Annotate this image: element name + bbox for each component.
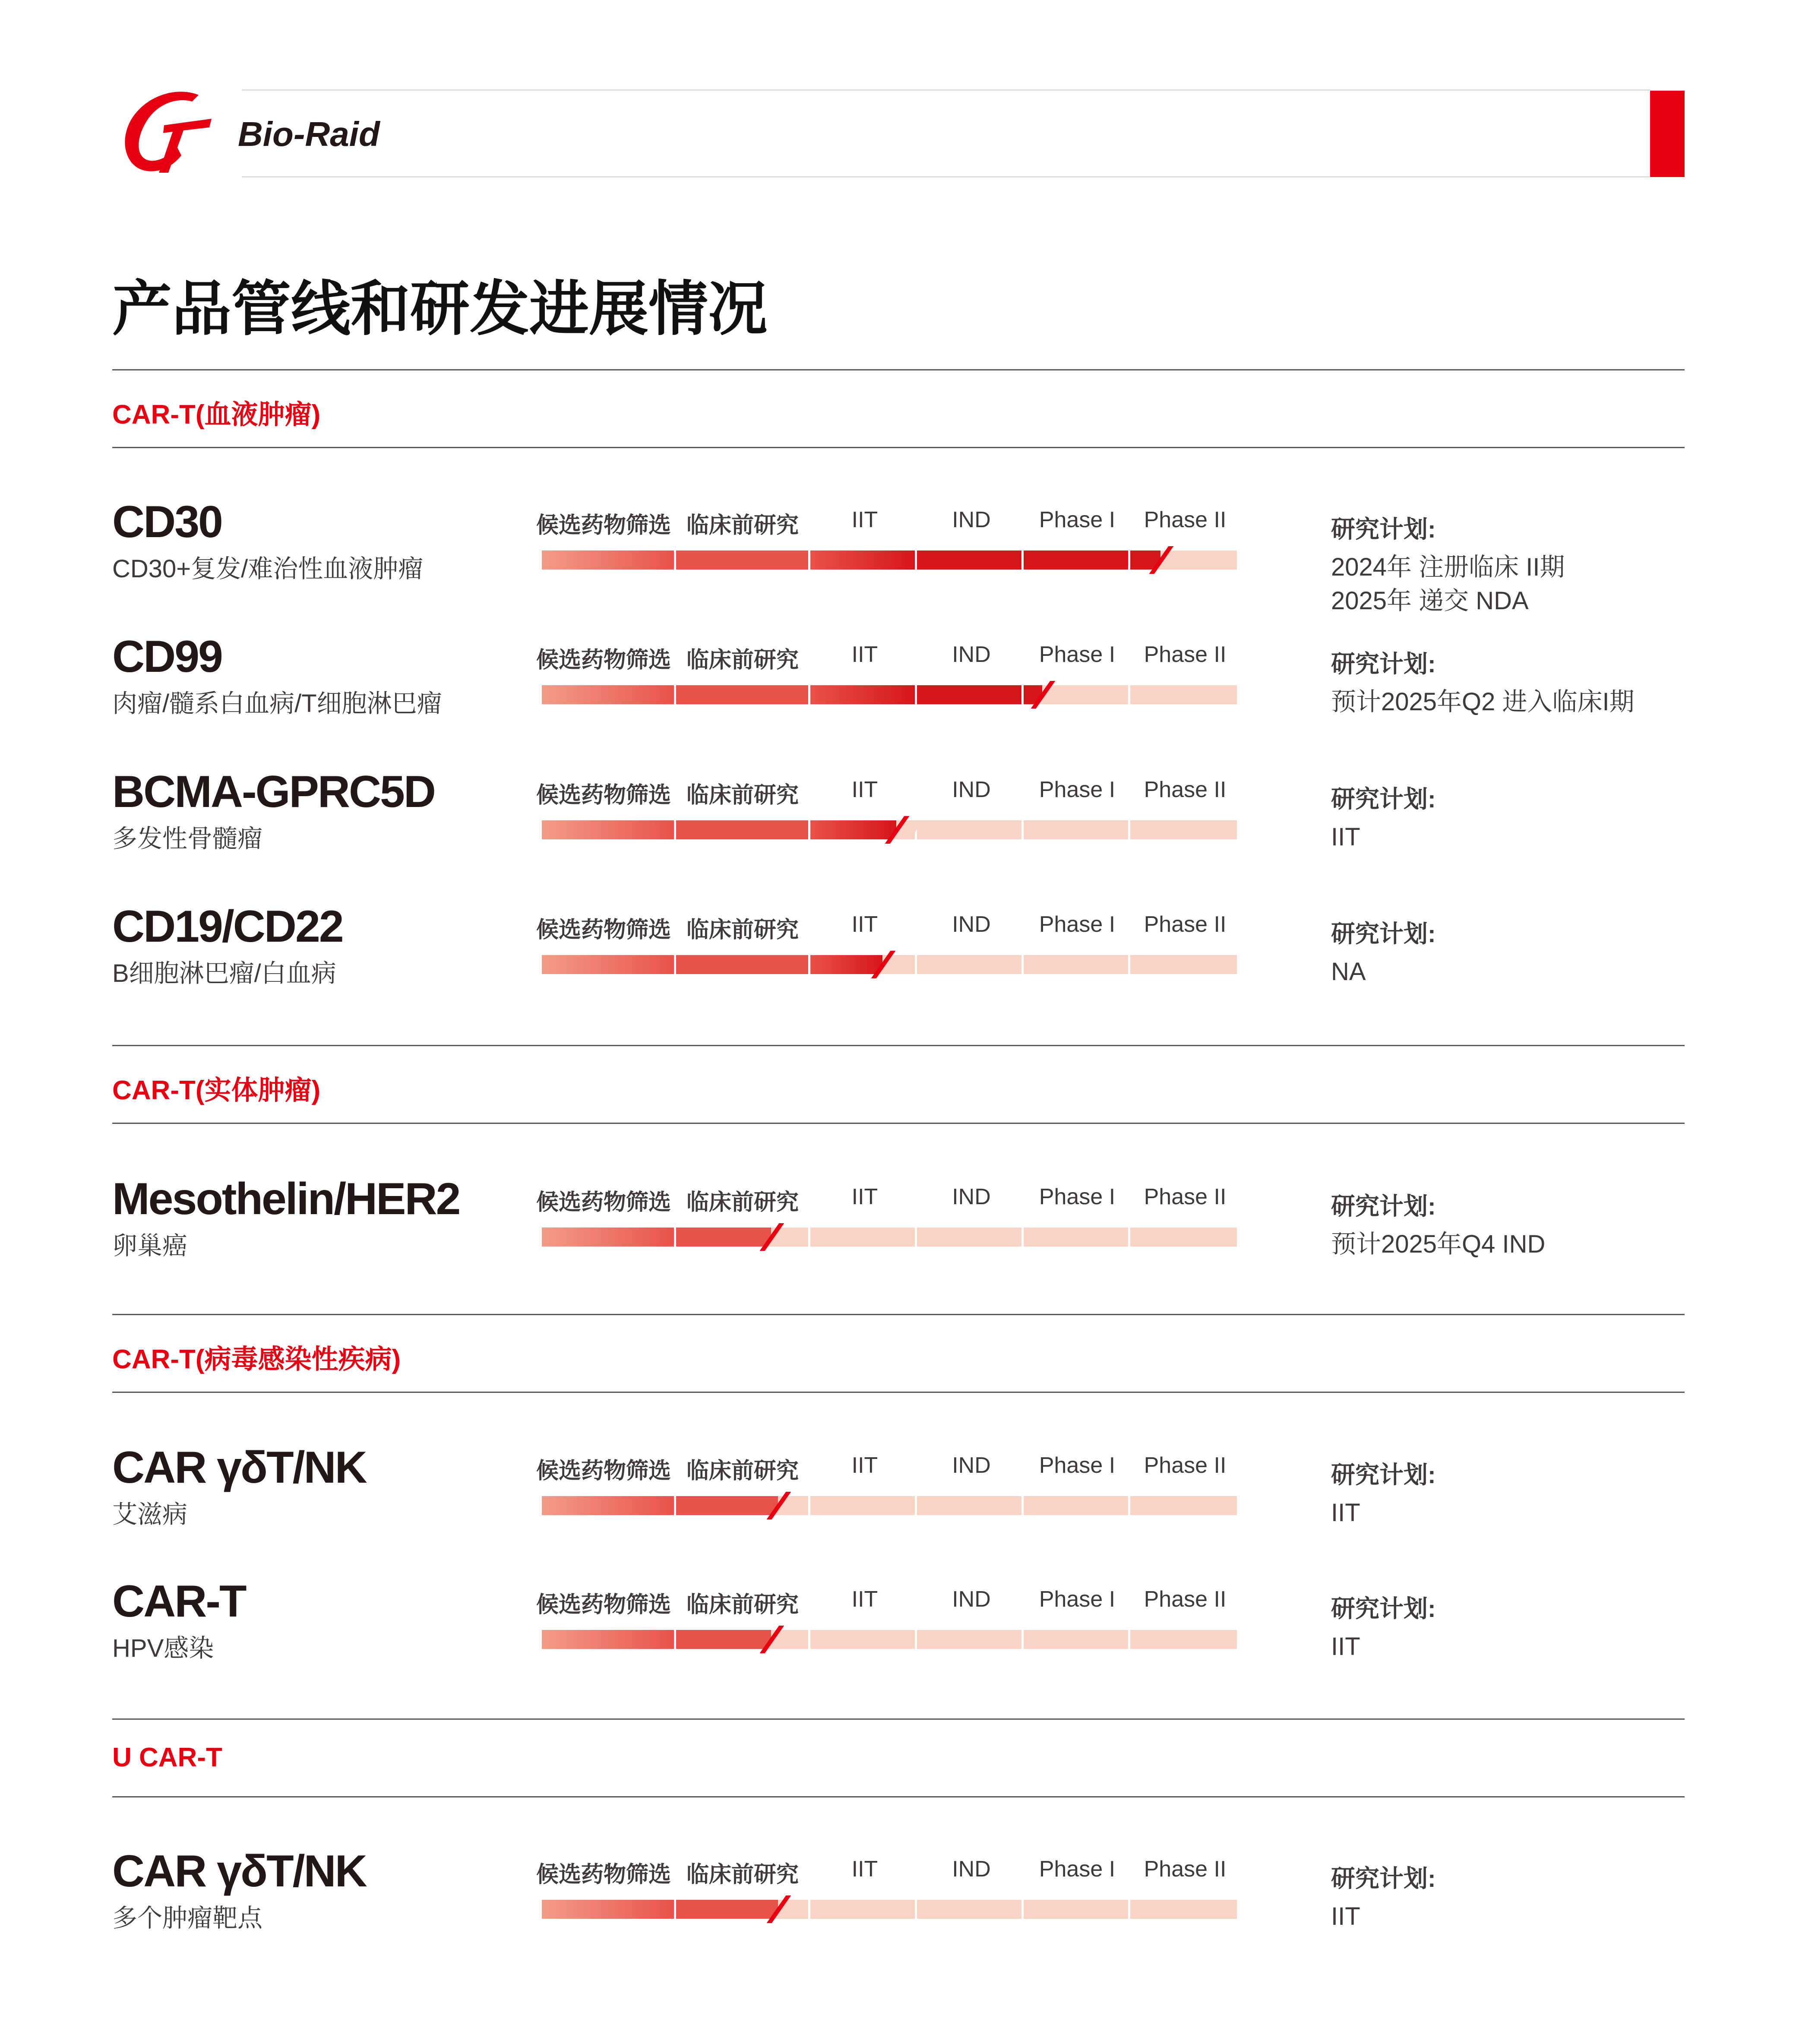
stage-label: IND: [952, 507, 991, 532]
stage-label: 候选药物筛选: [536, 648, 671, 673]
progress-segment-fill: [676, 955, 808, 974]
progress-segment-bg: [1024, 955, 1128, 974]
stage-label: 候选药物筛选: [536, 918, 671, 943]
header-rule-bottom: [242, 176, 1650, 177]
product-indication: 肉瘤/髓系白血病/T细胞淋巴瘤: [112, 690, 442, 718]
progress-segment-fill: [676, 551, 808, 570]
progress-segment-bg: [810, 1228, 915, 1247]
plan-text: [1331, 1496, 1360, 1530]
progress-segment-fill: [542, 1900, 674, 1919]
progress-segment-fill: [542, 1630, 674, 1649]
header-rule-top: [242, 89, 1650, 91]
product-name: CD19/CD22: [112, 902, 343, 952]
stage-label: IIT: [851, 1453, 878, 1478]
stage-label: IND: [952, 1587, 991, 1612]
progress-segment-bg: [1024, 1630, 1128, 1649]
progress-segment-fill: [676, 1228, 771, 1247]
product-name: CAR-T: [112, 1576, 246, 1626]
progress-segment-bg: [1024, 1228, 1128, 1247]
stage-label: 临床前研究: [686, 1459, 799, 1484]
progress-track: [542, 551, 1237, 570]
progress-segment-bg: [917, 1900, 1021, 1919]
stage-label: Phase II: [1144, 1587, 1227, 1612]
stage-label: IIT: [851, 507, 878, 532]
progress-segment-fill: [542, 820, 674, 839]
stage-label: IND: [952, 642, 991, 667]
stage-label: Phase I: [1039, 1453, 1116, 1478]
progress-track: [542, 1900, 1237, 1919]
stage-label: Phase I: [1039, 1587, 1116, 1612]
section-title: U CAR-T: [112, 1743, 222, 1772]
progress-segment-bg: [1024, 1496, 1128, 1515]
progress-segment-fill: [676, 1496, 778, 1515]
product-indication: HPV感染: [112, 1634, 214, 1662]
product-row: [0, 901, 1799, 1013]
stage-label: Phase I: [1039, 912, 1116, 937]
section-rule-top: [112, 1314, 1685, 1315]
stage-label: 候选药物筛选: [536, 1592, 671, 1617]
progress-track: [542, 1228, 1237, 1247]
progress-segment-fill: [542, 1496, 674, 1515]
plan-label: 研究计划:: [1331, 516, 1436, 543]
product-name: CD30: [112, 497, 222, 547]
product-row: [0, 1846, 1799, 1958]
plan-text: [1331, 685, 1635, 719]
stage-label: IIT: [851, 1857, 878, 1882]
stage-label: 临床前研究: [686, 513, 799, 538]
stage-label: IIT: [851, 642, 878, 667]
plan-line: 预计2025年Q4 IND: [1331, 1230, 1546, 1258]
progress-segment-bg: [1130, 685, 1237, 704]
stage-label: IIT: [851, 1184, 878, 1209]
progress-track: [542, 685, 1237, 704]
stage-label: IND: [952, 1453, 991, 1478]
plan-text: [1331, 551, 1565, 618]
progress-segment-fill: [917, 685, 1021, 704]
product-name: CAR γδT/NK: [112, 1443, 366, 1493]
product-row: [0, 766, 1799, 879]
stage-label: Phase I: [1039, 1857, 1116, 1882]
plan-text: [1331, 1228, 1545, 1261]
brand-name: Bio-Raid: [238, 115, 380, 153]
section-rule-bottom: [112, 1123, 1685, 1124]
progress-segment-bg: [1024, 1900, 1128, 1919]
progress-segment-bg: [810, 1496, 915, 1515]
plan-text: [1331, 820, 1360, 854]
progress-segment-bg: [1130, 1630, 1237, 1649]
progress-segment-bg: [917, 1228, 1021, 1247]
stage-label: IIT: [851, 1587, 878, 1612]
progress-segment-bg: [917, 955, 1021, 974]
progress-segment-bg: [917, 1496, 1021, 1515]
progress-segment-fill: [810, 551, 915, 570]
stage-label: Phase II: [1144, 642, 1227, 667]
plan-label: 研究计划:: [1331, 785, 1436, 813]
stage-label: Phase I: [1039, 777, 1116, 802]
progress-segment-bg: [1130, 1496, 1237, 1515]
stage-label: Phase II: [1144, 1184, 1227, 1209]
product-row: [0, 1442, 1799, 1554]
plan-line: 2025年 递交 NDA: [1331, 587, 1529, 615]
progress-segment-fill: [542, 1228, 674, 1247]
product-indication: 卵巢癌: [112, 1232, 188, 1260]
progress-segment-bg: [810, 1630, 915, 1649]
progress-track: [542, 820, 1237, 839]
stage-label: Phase II: [1144, 912, 1227, 937]
stage-label: 候选药物筛选: [536, 1190, 671, 1215]
section-rule-top: [112, 1045, 1685, 1046]
product-name: CD99: [112, 632, 222, 682]
progress-segment-fill: [810, 955, 882, 974]
progress-segment-fill: [917, 551, 1021, 570]
progress-segment-bg: [917, 820, 1021, 839]
progress-segment-bg: [1024, 820, 1128, 839]
product-indication: 多发性骨髓瘤: [112, 825, 263, 853]
stage-label: Phase II: [1144, 1857, 1227, 1882]
progress-track: [542, 1496, 1237, 1515]
section-rule-bottom: [112, 447, 1685, 448]
stage-label: 候选药物筛选: [536, 1862, 671, 1887]
product-name: Mesothelin/HER2: [112, 1174, 460, 1224]
plan-label: 研究计划:: [1331, 1461, 1436, 1488]
stage-label: IND: [952, 1184, 991, 1209]
progress-segment-fill: [810, 820, 896, 839]
progress-segment-bg: [917, 1630, 1021, 1649]
stage-label: 候选药物筛选: [536, 783, 671, 808]
stage-label: Phase II: [1144, 1453, 1227, 1478]
progress-segment-fill: [1024, 551, 1128, 570]
progress-segment-bg: [1130, 1900, 1237, 1919]
stage-label: 候选药物筛选: [536, 513, 671, 538]
progress-track: [542, 955, 1237, 974]
progress-segment-fill: [676, 1630, 771, 1649]
section-title: CAR-T(病毒感染性疾病): [112, 1345, 401, 1374]
progress-segment-bg: [1130, 820, 1237, 839]
product-indication: 多个肿瘤靶点: [112, 1904, 263, 1932]
product-indication: B细胞淋巴瘤/白血病: [112, 959, 336, 987]
progress-segment-fill: [542, 955, 674, 974]
progress-segment-bg: [1130, 1228, 1237, 1247]
progress-segment-fill: [676, 820, 808, 839]
stage-label: 临床前研究: [686, 1190, 799, 1215]
plan-label: 研究计划:: [1331, 1595, 1436, 1622]
product-row: [0, 631, 1799, 744]
progress-segment-bg: [1130, 955, 1237, 974]
progress-segment-fill: [542, 685, 674, 704]
product-row: [0, 1576, 1799, 1688]
plan-line: IIT: [1331, 1902, 1360, 1930]
progress-segment-fill: [676, 685, 808, 704]
plan-line: NA: [1331, 958, 1366, 986]
stage-label: Phase II: [1144, 777, 1227, 802]
product-indication: CD30+复发/难治性血液肿瘤: [112, 555, 424, 583]
section-rule-bottom: [112, 1796, 1685, 1797]
plan-text: [1331, 1630, 1360, 1664]
stage-label: 临床前研究: [686, 783, 799, 808]
stage-label: IND: [952, 912, 991, 937]
product-indication: 艾滋病: [112, 1500, 188, 1528]
plan-line: IIT: [1331, 1633, 1360, 1661]
stage-label: 候选药物筛选: [536, 1459, 671, 1484]
product-row: [0, 497, 1799, 615]
progress-segment-fill: [542, 551, 674, 570]
stage-label: IND: [952, 777, 991, 802]
plan-line: 2024年 注册临床 II期: [1331, 553, 1565, 581]
product-name: BCMA-GPRC5D: [112, 767, 435, 817]
g-swoosh-logo-icon: [112, 78, 216, 181]
stage-label: IIT: [851, 912, 878, 937]
progress-segment-fill: [676, 1900, 778, 1919]
plan-label: 研究计划:: [1331, 1193, 1436, 1220]
progress-segment-fill: [810, 685, 915, 704]
plan-line: 预计2025年Q2 进入临床I期: [1331, 688, 1635, 716]
plan-label: 研究计划:: [1331, 650, 1436, 677]
plan-line: IIT: [1331, 823, 1360, 851]
plan-text: [1331, 955, 1366, 989]
stage-label: 临床前研究: [686, 1592, 799, 1617]
plan-text: [1331, 1900, 1360, 1933]
stage-label: IIT: [851, 777, 878, 802]
stage-label: 临床前研究: [686, 1862, 799, 1887]
section-rule-top: [112, 1718, 1685, 1720]
stage-label: Phase I: [1039, 507, 1116, 532]
plan-label: 研究计划:: [1331, 920, 1436, 947]
header-accent-bar: [1650, 91, 1685, 177]
stage-label: Phase I: [1039, 642, 1116, 667]
section-title: CAR-T(血液肿瘤): [112, 400, 321, 430]
product-name: CAR γδT/NK: [112, 1846, 366, 1896]
progress-track: [542, 1630, 1237, 1649]
page-title: 产品管线和研发进展情况: [112, 276, 768, 342]
stage-label: 临床前研究: [686, 648, 799, 673]
progress-segment-bg: [810, 1900, 915, 1919]
plan-line: IIT: [1331, 1499, 1360, 1527]
section-rule-bottom: [112, 1392, 1685, 1393]
stage-label: Phase I: [1039, 1184, 1116, 1209]
section-rule-top: [112, 369, 1685, 370]
plan-label: 研究计划:: [1331, 1865, 1436, 1892]
product-row: [0, 1174, 1799, 1286]
stage-label: 临床前研究: [686, 918, 799, 943]
section-title: CAR-T(实体肿瘤): [112, 1076, 321, 1105]
stage-label: Phase II: [1144, 507, 1227, 532]
stage-label: IND: [952, 1857, 991, 1882]
